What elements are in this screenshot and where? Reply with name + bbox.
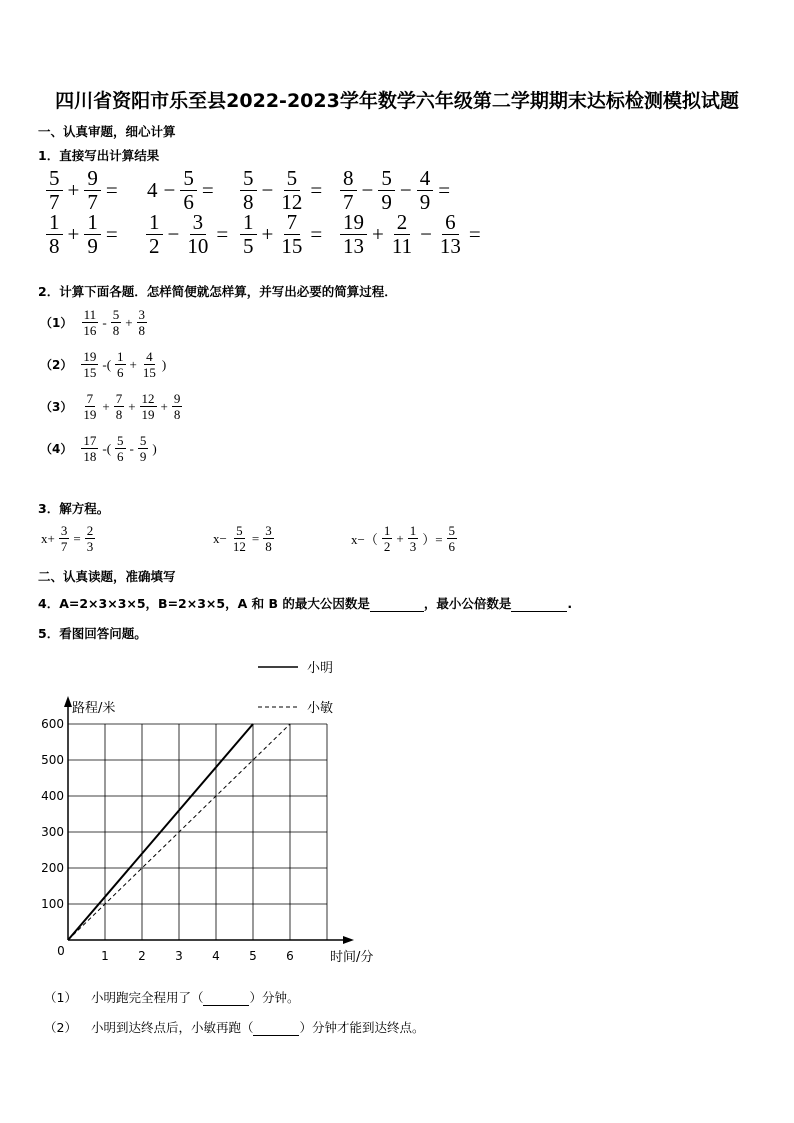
fraction [340,212,367,257]
numerator: 4 [417,168,434,191]
x-tick-label: 6 [286,949,294,963]
numerator: 1 [117,349,124,364]
part-2-text: 小明到达终点后，小敏再跑（ [90,1020,254,1035]
part-1-text: 小明跑完全程用了（ [90,990,204,1005]
part-1-number: （1） [44,990,77,1005]
question-2-label: 2．计算下面各题．怎样简便就怎样算，并写出必要的简算过程． [38,284,397,299]
gcd-answer-blank[interactable] [370,611,424,612]
operator: + [261,222,274,246]
numerator: 17 [83,433,97,448]
calc-item [238,212,325,257]
operator: − [420,222,432,246]
fraction [231,524,248,553]
y-tick-label: 100 [41,897,64,911]
chart-tick-labels [41,700,373,965]
part-2-number: （2） [44,1020,77,1035]
fraction [172,392,183,421]
denominator: 2 [149,234,160,258]
fraction [85,524,96,553]
denominator: 8 [173,407,181,422]
denominator: 6 [183,190,194,214]
numerator: 1 [240,212,257,235]
denominator: 2 [383,539,391,554]
numerator: 3 [190,212,207,235]
item-number: （1） [40,316,73,330]
denominator: 10 [187,234,209,258]
x-axis-label: 时间/分 [330,950,374,965]
numerator: 11 [83,307,97,322]
page-title: 四川省资阳市乐至县2022-2023学年数学六年级第二学期期末达标检测模拟试题 [55,90,739,112]
fraction [184,212,211,257]
denominator: 11 [391,234,413,258]
operator: - [129,440,134,456]
numerator: 2 [394,212,411,235]
denominator: 7 [60,539,68,554]
denominator: 8 [243,190,254,214]
x-tick-label: 1 [101,949,109,963]
question-5-part-1 [44,988,299,1006]
denominator: 13 [439,234,461,258]
numerator: 7 [284,212,301,235]
y-tick-label: 500 [41,753,64,767]
legend-label: 小明 [307,661,334,676]
x-tick-label: 4 [212,949,220,963]
numerator: 5 [284,168,301,191]
question-1-label: 1．直接写出计算结果 [38,148,160,163]
operator: + [129,356,137,372]
numerator: 8 [340,168,357,191]
numerator: 5 [112,307,120,322]
calc-item [44,212,121,257]
calc-item [144,212,231,257]
fraction [447,524,458,553]
fraction [81,434,98,463]
equals-sign: = [468,222,481,246]
numerator: 1 [84,212,101,235]
numerator: 9 [173,391,181,406]
denominator: 13 [343,234,364,258]
y-tick-label: 600 [41,717,64,731]
denominator: 6 [117,449,124,464]
fraction [46,212,63,257]
fraction [389,212,415,257]
denominator: 8 [112,323,120,338]
fraction [137,308,148,337]
operator: + [67,222,80,246]
simplify-item [40,308,148,337]
numerator: 5 [448,523,456,538]
equals-sign: = [105,178,118,202]
fraction [382,524,393,553]
numerator: 5 [236,523,243,538]
fraction [263,524,274,553]
item-number: （3） [40,400,73,414]
numerator: 5 [139,433,147,448]
denominator: 9 [139,449,147,464]
operator: + [125,314,133,330]
section-2-heading: 二、认真读题，准确填写 [38,569,176,584]
section-1-heading: 一、认真审题，细心计算 [38,124,176,139]
operator: -( [102,356,112,372]
operator: -( [102,440,112,456]
question-4 [38,594,572,612]
numerator: 5 [180,168,197,191]
denominator: 19 [83,407,97,422]
denominator: 12 [232,539,246,554]
equals-sign: = [216,222,229,246]
fraction [59,524,70,553]
denominator: 12 [281,190,303,214]
fraction [81,308,98,337]
calc-item [44,168,121,213]
operator: x− [213,530,227,546]
denominator: 3 [86,539,94,554]
operator: = [73,530,81,546]
denominator: 8 [138,323,146,338]
x-axis-arrow [343,936,354,944]
fraction [180,168,197,213]
fraction [437,212,464,257]
fraction [114,392,125,421]
numerator: 7 [115,391,123,406]
numerator: 5 [46,168,63,191]
denominator: 8 [49,234,60,258]
item-number: （2） [40,358,73,372]
part-1-answer-blank[interactable] [203,1005,249,1006]
numerator: 1 [409,523,417,538]
denominator: 7 [49,190,60,214]
fraction [340,168,357,213]
fraction [278,212,305,257]
calc-item [338,212,484,257]
calc-item [338,168,453,213]
numerator: 3 [265,523,272,538]
y-tick-label: 300 [41,825,64,839]
equals-sign: = [310,178,323,202]
fraction [84,168,101,213]
simplify-item [40,350,169,379]
fraction [240,168,257,213]
equation-item [210,524,275,553]
question-5-part-2 [44,1018,424,1036]
operator: − [361,178,374,202]
denominator: 7 [343,190,354,214]
numerator: 4 [146,349,153,364]
denominator: 9 [381,190,392,214]
operator: + [372,222,384,246]
numerator: 2 [86,523,94,538]
equals-sign: = [310,222,323,246]
part-1-text-2: ）分钟。 [249,990,300,1005]
operator: + [396,530,404,546]
chart-legend [258,661,333,716]
numerator: 3 [60,523,68,538]
numerator: 3 [138,307,146,322]
operator: − [261,178,274,202]
operator: − [163,178,176,202]
denominator: 9 [87,234,98,258]
numerator: 5 [117,433,124,448]
calc-item [144,168,217,213]
part-2-text-2: ）分钟才能到达终点。 [299,1020,425,1035]
operator: ) [152,440,157,456]
denominator: 15 [142,365,156,380]
fraction [141,350,158,379]
y-axis-arrow [64,696,72,707]
denominator: 8 [265,539,272,554]
fraction [240,212,257,257]
question-5-label: 5．看图回答问题。 [38,626,147,641]
fraction [115,350,126,379]
denominator: 15 [281,234,303,258]
fraction [146,212,163,257]
numerator: 1 [146,212,163,235]
fraction [138,434,149,463]
denominator: 6 [448,539,456,554]
question-4-text-3: . [567,596,573,611]
operator: + [160,398,168,414]
fraction [140,392,157,421]
legend-label: 小敏 [307,701,334,716]
operator: + [67,178,80,202]
x-tick-label: 3 [175,949,183,963]
denominator: 3 [409,539,417,554]
numerator: 1 [46,212,63,235]
question-4-text-2: ，最小公倍数是 [423,596,512,611]
denominator: 15 [83,365,97,380]
fraction [81,350,98,379]
fraction [417,168,434,213]
numerator: 1 [383,523,391,538]
question-4-text: 4．A=2×3×3×5，B=2×3×5，A 和 B 的最大公因数是 [38,596,370,611]
operator: ）= [422,532,443,547]
denominator: 18 [83,449,97,464]
question-3-label: 3．解方程。 [38,501,110,516]
denominator: 9 [419,190,431,214]
chart-grid [68,724,327,940]
operator: - [102,314,107,330]
fraction [81,392,98,421]
simplify-item [40,434,160,463]
denominator: 8 [115,407,123,422]
denominator: 7 [87,190,98,214]
x-tick-label: 2 [138,949,146,963]
item-number: （4） [40,442,73,456]
x-tick-label: 5 [249,949,257,963]
numerator: 19 [340,212,367,235]
numerator: 12 [141,391,155,406]
operator: + [128,398,136,414]
fraction [84,212,101,257]
operator: x−（ [351,532,378,547]
operator: − [167,222,180,246]
part-2-answer-blank[interactable] [253,1035,299,1036]
numerator: 9 [84,168,101,191]
operator: ) [161,356,167,372]
fraction [111,308,122,337]
operator: 4 [147,178,158,202]
fraction [278,168,305,213]
denominator: 5 [243,234,254,258]
operator: − [399,178,412,202]
equals-sign: = [201,178,214,202]
numerator: 19 [83,349,97,364]
numerator: 5 [378,168,395,191]
denominator: 16 [83,323,97,338]
denominator: 19 [141,407,155,422]
equals-sign: = [438,178,451,202]
y-axis-label: 路程/米 [72,701,116,716]
fraction [115,434,126,463]
denominator: 6 [117,365,124,380]
distance-time-chart [0,650,420,980]
simplify-item [40,392,183,421]
operator: + [102,398,110,414]
operator: x+ [41,530,55,546]
y-tick-label: 400 [41,789,64,803]
numerator: 6 [442,212,459,235]
fraction [408,524,419,553]
numerator: 7 [86,391,94,406]
chart-axes [64,696,354,944]
fraction [378,168,395,213]
operator: = [251,530,260,546]
equation-item [38,524,96,553]
origin-label: 0 [57,944,65,958]
y-tick-label: 200 [41,861,64,875]
calc-item [238,168,325,213]
equals-sign: = [105,222,118,246]
numerator: 5 [240,168,257,191]
fraction [46,168,63,213]
lcm-answer-blank[interactable] [511,611,567,612]
equation-item [348,524,458,553]
